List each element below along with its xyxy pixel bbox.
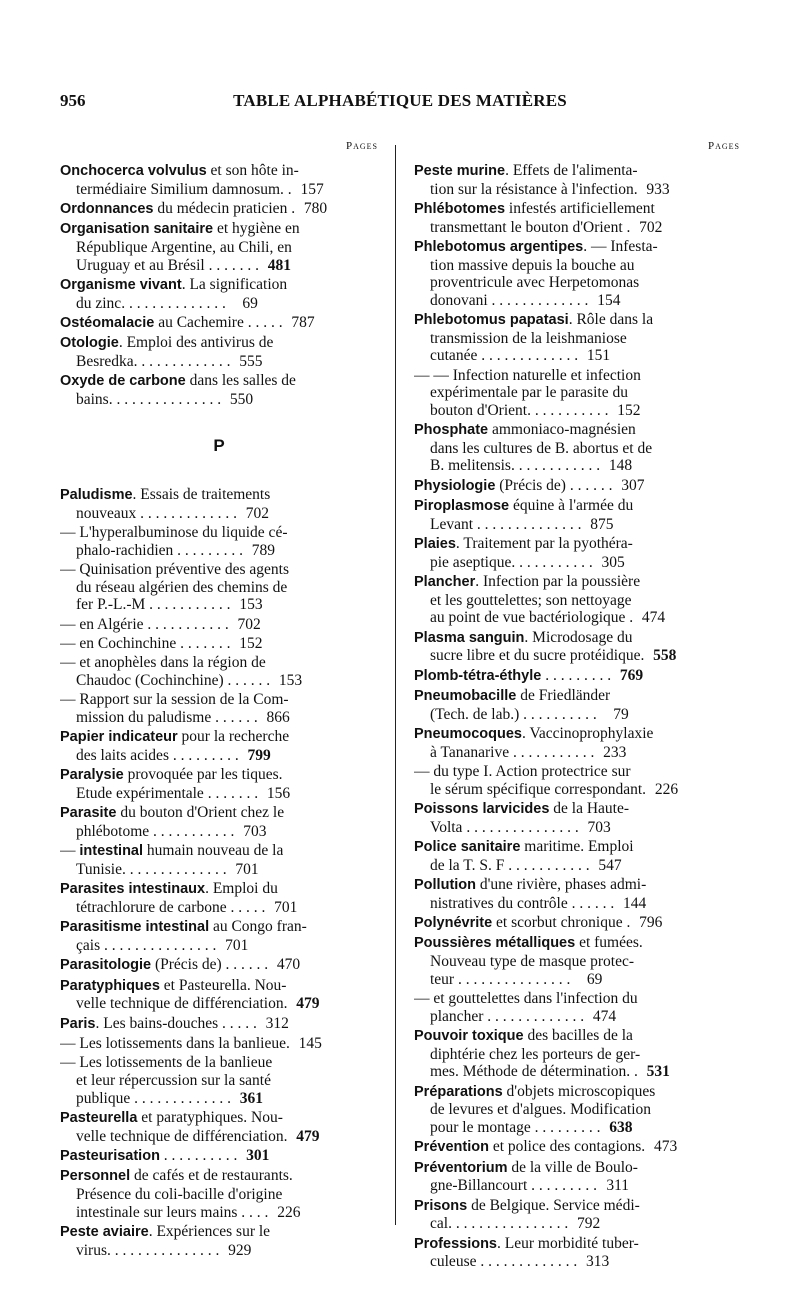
- entry-keyword: Personnel: [60, 1168, 131, 1185]
- entry-continuation: publique . . . . . . . . . . . . .: [76, 1089, 231, 1107]
- index-entry: [60, 616, 378, 634]
- entry-text: — en Algérie . . . . . . . . . . .: [60, 615, 229, 633]
- entry-continuation: expérimentale par le parasite du: [430, 384, 628, 402]
- page-reference: 558: [653, 647, 677, 665]
- entry-text: —: [60, 842, 80, 860]
- entry-text: et son hôte in-: [206, 162, 299, 179]
- entry-text: . Emploi des antivirus de: [118, 334, 274, 352]
- index-entry: [60, 276, 378, 312]
- entry-text: et fumées.: [575, 934, 643, 952]
- index-entry: [60, 804, 378, 840]
- entry-continuation: donovani . . . . . . . . . . . . .: [430, 291, 589, 309]
- index-entry: [414, 763, 740, 798]
- entry-text: humain nouveau de la: [143, 842, 284, 860]
- entry-continuation: Uruguay et au Brésil . . . . . . .: [76, 256, 259, 274]
- entry-continuation: (Tech. de lab.) . . . . . . . . . .: [430, 705, 597, 723]
- entry-continuation: phlébotome . . . . . . . . . . .: [76, 822, 235, 840]
- entry-text: d'objets microscopiques: [502, 1082, 656, 1100]
- entry-continuation: dans les cultures de B. abortus et de: [430, 439, 653, 457]
- entry-keyword: Pollution: [414, 877, 477, 894]
- entry-continuation: Présence du coli-bacille d'origine: [76, 1186, 283, 1203]
- page-reference: 701: [225, 936, 249, 954]
- entry-keyword: Polynévrite: [414, 915, 493, 932]
- index-entry: [414, 629, 740, 665]
- entry-continuation: tétrachlorure de carbone . . . . .: [76, 898, 266, 916]
- page-reference: 313: [585, 1253, 610, 1271]
- page-reference: 702: [237, 615, 261, 633]
- section-letter: P: [213, 435, 225, 455]
- index-entry: [414, 497, 740, 533]
- entry-keyword: Paris: [60, 1015, 96, 1032]
- index-entry: [60, 691, 378, 726]
- index-entry: [60, 1054, 378, 1107]
- entry-continuation: transmettant le bouton d'Orient .: [430, 218, 631, 236]
- entry-keyword: Parasites intestinaux: [60, 881, 206, 898]
- page-reference: 152: [617, 401, 641, 419]
- page-reference: 144: [623, 894, 647, 912]
- index-entry: [60, 162, 378, 198]
- entry-continuation: nouveaux . . . . . . . . . . . . .: [76, 504, 238, 522]
- entry-keyword: Paludisme: [60, 487, 133, 504]
- entry-continuation: intestinale sur leurs mains . . . .: [76, 1203, 269, 1221]
- entry-text: . Les bains-douches . . . . .: [95, 1014, 257, 1032]
- entry-continuation: Chaudoc (Cochinchine) . . . . . .: [76, 672, 271, 690]
- entry-text: équine à l'armée du: [509, 497, 634, 515]
- index-entry: [60, 220, 378, 274]
- entry-text: . . . . . . . . .: [541, 666, 612, 684]
- index-entry: [60, 1167, 378, 1221]
- entry-continuation: Besredka. . . . . . . . . . . . .: [76, 352, 231, 370]
- entry-text: de la Haute-: [549, 800, 630, 818]
- page-reference: 479: [296, 995, 320, 1013]
- index-entry: [414, 1235, 740, 1271]
- page-reference: 792: [576, 1215, 601, 1233]
- entry-continuation: transmission de la leishmaniose: [430, 329, 627, 347]
- entry-text: . Emploi du: [205, 880, 278, 898]
- entry-continuation: mission du paludisme . . . . . .: [76, 709, 258, 726]
- entry-text: — du type I. Action protectrice sur: [414, 763, 631, 781]
- index-entry: [414, 1138, 740, 1157]
- entry-continuation: et leur répercussion sur la santé: [76, 1072, 271, 1090]
- page-reference: 361: [239, 1089, 263, 1107]
- entry-keyword: Pasteurella: [60, 1110, 138, 1127]
- entry-text: au Congo fran-: [209, 918, 307, 936]
- entry-text: de la ville de Boulo-: [507, 1158, 638, 1176]
- index-entry: [414, 876, 740, 912]
- page-reference: 933: [646, 180, 670, 198]
- index-entry: [414, 1197, 740, 1233]
- entry-keyword: Plasma sanguin: [414, 629, 525, 646]
- index-entry: [60, 524, 378, 559]
- entry-continuation: du réseau algérien des chemins de: [76, 578, 288, 596]
- entry-keyword: Préventorium: [414, 1159, 508, 1176]
- entry-text: pour la recherche: [177, 728, 290, 746]
- index-entry: [60, 1147, 378, 1166]
- entry-text: — Les lotissements de la banlieue: [60, 1054, 273, 1072]
- entry-continuation: teur . . . . . . . . . . . . . . .: [430, 970, 571, 988]
- entry-continuation: velle technique de différenciation.: [76, 995, 288, 1013]
- entry-text: d'une rivière, phases admi-: [476, 876, 647, 894]
- page-reference: 866: [266, 709, 290, 726]
- page-reference: 701: [235, 860, 259, 878]
- entry-continuation: cal. . . . . . . . . . . . . . . .: [430, 1215, 569, 1233]
- page-reference: 780: [303, 199, 328, 217]
- entry-keyword: Prisons: [414, 1197, 468, 1214]
- entry-continuation: fer P.-L.-M . . . . . . . . . . .: [76, 596, 231, 614]
- page-reference: 305: [601, 553, 625, 571]
- entry-keyword: Oxyde de carbone: [60, 373, 186, 390]
- entry-keyword: Pasteurisation: [60, 1148, 160, 1165]
- entry-keyword: Poussières métalliques: [414, 935, 576, 952]
- right-column: [414, 138, 740, 1273]
- page-reference: 479: [296, 1127, 320, 1145]
- entry-keyword: Ordonnances: [60, 200, 154, 217]
- entry-continuation: République Argentine, au Chili, en: [76, 238, 292, 256]
- page-reference: 703: [587, 818, 611, 836]
- index-entry: [60, 635, 378, 653]
- entry-keyword: Plaies: [414, 536, 456, 553]
- entry-text: infestés artificiellement: [505, 199, 655, 217]
- page-reference: 638: [609, 1118, 633, 1136]
- entry-continuation: proventricule avec Herpetomonas: [430, 274, 640, 292]
- page-reference: 145: [298, 1035, 322, 1053]
- index-entry: [60, 842, 378, 878]
- page-reference: 875: [590, 515, 614, 533]
- page-reference: 702: [639, 218, 663, 236]
- entry-keyword: Pouvoir toxique: [414, 1028, 524, 1045]
- page-reference: 547: [598, 856, 622, 874]
- entry-continuation: velle technique de différenciation.: [76, 1127, 288, 1145]
- page-reference: 796: [639, 914, 663, 932]
- page-reference: 312: [265, 1014, 289, 1032]
- entry-continuation: diphtérie chez les porteurs de ger-: [430, 1045, 641, 1063]
- entry-continuation: phalo-rachidien . . . . . . . . .: [76, 541, 244, 559]
- index-entry: [60, 1015, 378, 1034]
- index-entry: [60, 372, 378, 408]
- entry-continuation: cutanée . . . . . . . . . . . . .: [430, 347, 579, 365]
- page-number: 956: [60, 91, 86, 110]
- entry-continuation: bains. . . . . . . . . . . . . . .: [76, 390, 222, 408]
- page-reference: 311: [606, 1177, 630, 1195]
- entry-text: . Expériences sur le: [148, 1222, 271, 1240]
- entry-keyword: Plomb-tétra-éthyle: [414, 667, 542, 684]
- entry-continuation: mes. Méthode de détermination. .: [430, 1063, 638, 1081]
- entry-text: et Pasteurella. Nou-: [159, 976, 287, 994]
- index-entry: [414, 725, 740, 761]
- entry-keyword: Physiologie: [414, 477, 496, 494]
- entry-text: . La signification: [181, 275, 288, 293]
- page-title: TABLE ALPHABÉTIQUE DES MATIÈRES: [233, 91, 567, 110]
- entry-text: — et anophèles dans la région de: [60, 654, 266, 672]
- entry-text: des bacilles de la: [523, 1027, 633, 1045]
- page-reference: 153: [278, 672, 303, 690]
- entry-keyword: Police sanitaire: [414, 839, 521, 856]
- entry-keyword: Parasitologie: [60, 957, 152, 974]
- entry-continuation: Tunisie. . . . . . . . . . . . . .: [76, 860, 227, 878]
- entry-keyword: Piroplasmose: [414, 498, 510, 515]
- entry-continuation: le sérum spécifique correspondant.: [430, 780, 647, 798]
- entry-text: — Rapport sur la session de la Com-: [60, 691, 289, 709]
- entry-keyword: Onchocerca volvulus: [60, 163, 207, 179]
- entry-text: — L'hyperalbuminose du liquide cé-: [60, 524, 288, 542]
- index-entry: [60, 334, 378, 370]
- entry-keyword: Parasitisme intestinal: [60, 919, 210, 936]
- index-entry: [414, 367, 740, 420]
- entry-keyword: Poissons larvicides: [414, 801, 550, 818]
- entry-continuation: B. melitensis. . . . . . . . . . . .: [430, 457, 601, 475]
- entry-keyword: Préparations: [414, 1083, 503, 1100]
- entry-text: . Leur morbidité tuber-: [497, 1234, 639, 1252]
- page-reference: 69: [242, 294, 258, 312]
- index-entry: [60, 314, 378, 333]
- entry-continuation: tion sur la résistance à l'infection.: [430, 180, 638, 198]
- entry-continuation: de la T. S. F . . . . . . . . . . .: [430, 856, 590, 874]
- index-entry: [60, 1035, 378, 1053]
- index-entry: [414, 667, 740, 686]
- page-reference: 152: [239, 635, 263, 653]
- entry-keyword: intestinal: [79, 843, 144, 860]
- entry-continuation: à Tananarive . . . . . . . . . . .: [430, 743, 595, 761]
- page-reference: 153: [239, 596, 263, 614]
- page-reference: 233: [603, 743, 627, 761]
- index-entry: [414, 990, 740, 1025]
- entry-text: et paratyphiques. Nou-: [137, 1109, 283, 1127]
- index-entry: [60, 1109, 378, 1145]
- index-entry: [414, 914, 740, 933]
- entry-keyword: Plancher: [414, 574, 476, 591]
- entry-keyword: Papier indicateur: [60, 729, 178, 746]
- index-entry: [414, 162, 740, 198]
- entry-continuation: des laits acides . . . . . . . . .: [76, 746, 239, 764]
- page-reference: 157: [300, 180, 324, 198]
- index-entry: [60, 561, 378, 614]
- left-column: [60, 138, 378, 1261]
- page-reference: 799: [247, 746, 271, 764]
- entry-text: . Essais de traitements: [132, 486, 271, 504]
- entry-text: . Traitement par la pyothéra-: [455, 535, 633, 553]
- entry-text: de Friedländer: [516, 687, 611, 705]
- entry-text: maritime. Emploi: [520, 838, 634, 856]
- index-entry: [414, 1027, 740, 1081]
- entry-keyword: Organisme vivant: [60, 276, 182, 293]
- entry-text: — et gouttelettes dans l'infection du: [414, 990, 638, 1008]
- entry-text: du médecin praticien .: [153, 199, 296, 217]
- entry-keyword: Professions: [414, 1235, 497, 1252]
- entry-keyword: Organisation sanitaire: [60, 221, 214, 238]
- entry-continuation: Nouveau type de masque protec-: [430, 953, 635, 971]
- index-entry: [414, 687, 740, 723]
- entry-keyword: Pneumobacille: [414, 688, 517, 705]
- entry-text: . Effets de l'alimenta-: [505, 162, 638, 179]
- entry-continuation: nistratives du contrôle . . . . . .: [430, 894, 615, 912]
- page-reference: 702: [245, 504, 270, 522]
- index-entry: [414, 200, 740, 236]
- entry-continuation: Levant . . . . . . . . . . . . . .: [430, 515, 582, 533]
- entry-keyword: Phosphate: [414, 422, 489, 439]
- entry-continuation: de levures et d'algues. Modification: [430, 1101, 652, 1119]
- entry-keyword: Otologie: [60, 335, 119, 352]
- entry-continuation: virus. . . . . . . . . . . . . . .: [76, 1241, 220, 1259]
- entry-text: du bouton d'Orient chez le: [116, 804, 285, 822]
- entry-text: — Quinisation préventive des agents: [60, 561, 290, 579]
- entry-text: . Microdosage du: [524, 628, 633, 646]
- entry-keyword: Ostéomalacie: [60, 314, 155, 331]
- page-reference: 769: [619, 666, 644, 684]
- entry-keyword: Peste murine: [414, 163, 506, 179]
- entry-keyword: Prévention: [414, 1139, 489, 1156]
- entry-continuation: pour le montage . . . . . . . . .: [430, 1118, 601, 1136]
- entry-text: dans les salles de: [185, 372, 296, 390]
- entry-text: ammoniaco-magnésien: [488, 421, 636, 439]
- page-reference: 69: [586, 970, 603, 988]
- index-entry: [60, 728, 378, 764]
- index-entry: [414, 238, 740, 309]
- page-reference: 929: [228, 1241, 252, 1259]
- index-entry: [60, 200, 378, 219]
- page-reference: 531: [646, 1063, 670, 1081]
- index-entry: [60, 918, 378, 954]
- entry-continuation: au point de vue bactériologique .: [430, 609, 634, 627]
- index-entry: [60, 654, 378, 689]
- entry-keyword: Parasite: [60, 805, 117, 822]
- page-reference: 226: [654, 780, 679, 798]
- page-reference: 470: [276, 956, 301, 974]
- entry-continuation: Etude expérimentale . . . . . . .: [76, 784, 259, 802]
- entry-keyword: Phlébotomes: [414, 200, 506, 217]
- index-entry: [60, 1223, 378, 1259]
- page-reference: 787: [291, 313, 315, 331]
- page-reference: 473: [653, 1138, 678, 1156]
- entry-text: au Cachemire . . . . .: [154, 313, 283, 331]
- index-entry: [414, 573, 740, 627]
- entry-continuation: gne-Billancourt . . . . . . . . .: [430, 1177, 598, 1195]
- entry-text: — Les lotissements dans la banlieue.: [60, 1035, 290, 1053]
- entry-text: . . . . . . . . . .: [159, 1147, 238, 1165]
- entry-text: — — Infection naturelle et infection: [414, 366, 641, 384]
- entry-text: . — Infesta-: [583, 237, 658, 255]
- page-reference: 151: [586, 347, 611, 365]
- page-reference: 474: [592, 1007, 617, 1025]
- index-entry: [414, 1159, 740, 1195]
- entry-text: . Rôle dans la: [568, 311, 654, 329]
- entry-continuation: culeuse . . . . . . . . . . . . .: [430, 1253, 578, 1271]
- entry-text: et police des contagions.: [488, 1138, 646, 1156]
- entry-text: (Précis de) . . . . . .: [151, 956, 269, 974]
- entry-keyword: Phlebotomus papatasi: [414, 312, 569, 329]
- entry-continuation: bouton d'Orient. . . . . . . . . . .: [430, 401, 609, 419]
- entry-continuation: plancher . . . . . . . . . . . . .: [430, 1007, 585, 1025]
- index-entry: [414, 800, 740, 836]
- page-reference: 789: [251, 541, 276, 559]
- index-entry: [414, 838, 740, 874]
- entry-text: (Précis de) . . . . . .: [495, 476, 613, 494]
- page-reference: 481: [267, 256, 291, 274]
- index-entry: [60, 486, 378, 522]
- entry-continuation: Volta . . . . . . . . . . . . . . .: [430, 818, 579, 836]
- entry-keyword: Paralysie: [60, 767, 124, 784]
- index-entry: [60, 766, 378, 802]
- index-entry: [414, 311, 740, 365]
- entry-keyword: Peste aviaire: [60, 1223, 149, 1240]
- page-reference: 79: [613, 705, 629, 723]
- entry-continuation: tion massive depuis la bouche au: [430, 256, 635, 274]
- entry-text: — en Cochinchine . . . . . . .: [60, 635, 231, 653]
- entry-text: de cafés et de restaurants.: [130, 1167, 293, 1185]
- page-reference: 474: [641, 609, 666, 627]
- entry-text: et hygiène en: [213, 220, 300, 238]
- entry-keyword: Phlebotomus argentipes: [414, 238, 584, 255]
- index-entry: [414, 535, 740, 571]
- index-entry: [414, 477, 740, 496]
- entry-text: . Vaccinoprophylaxie: [521, 725, 654, 743]
- entry-continuation: et les gouttelettes; son nettoyage: [430, 591, 632, 609]
- index-entry: [60, 880, 378, 916]
- entry-text: et scorbut chronique .: [492, 914, 631, 932]
- index-entry: [60, 956, 378, 975]
- page-reference: 156: [266, 784, 291, 802]
- entry-continuation: çais . . . . . . . . . . . . . . .: [76, 936, 217, 954]
- pages-label: Pages: [345, 140, 378, 152]
- index-entry: [60, 977, 378, 1013]
- index-entry: [414, 421, 740, 475]
- entry-text: provoquée par les tiques.: [123, 766, 283, 784]
- entry-keyword: Pneumocoques: [414, 726, 522, 743]
- page-reference: 555: [239, 352, 263, 370]
- entry-continuation: termédiaire Similium damnosum. .: [76, 180, 292, 198]
- entry-continuation: du zinc. . . . . . . . . . . . . .: [76, 294, 226, 312]
- page-reference: 154: [597, 291, 621, 309]
- page-reference: 148: [608, 457, 633, 475]
- entry-continuation: sucre libre et du sucre protéidique.: [430, 647, 645, 665]
- page-reference: 301: [246, 1147, 270, 1165]
- page-reference: 226: [277, 1203, 301, 1221]
- entry-keyword: Paratyphiques: [60, 977, 160, 994]
- index-entry: [414, 934, 740, 988]
- page-reference: 307: [621, 476, 645, 494]
- entry-continuation: pie aseptique. . . . . . . . . . .: [430, 553, 593, 571]
- page-reference: 701: [274, 898, 298, 916]
- index-entry: [414, 1083, 740, 1137]
- entry-text: de Belgique. Service médi-: [467, 1196, 640, 1214]
- page-reference: 703: [243, 822, 267, 840]
- column-divider: [395, 145, 396, 1225]
- entry-text: . Infection par la poussière: [475, 573, 641, 591]
- page-reference: 550: [229, 390, 254, 408]
- pages-label: Pages: [707, 140, 740, 152]
